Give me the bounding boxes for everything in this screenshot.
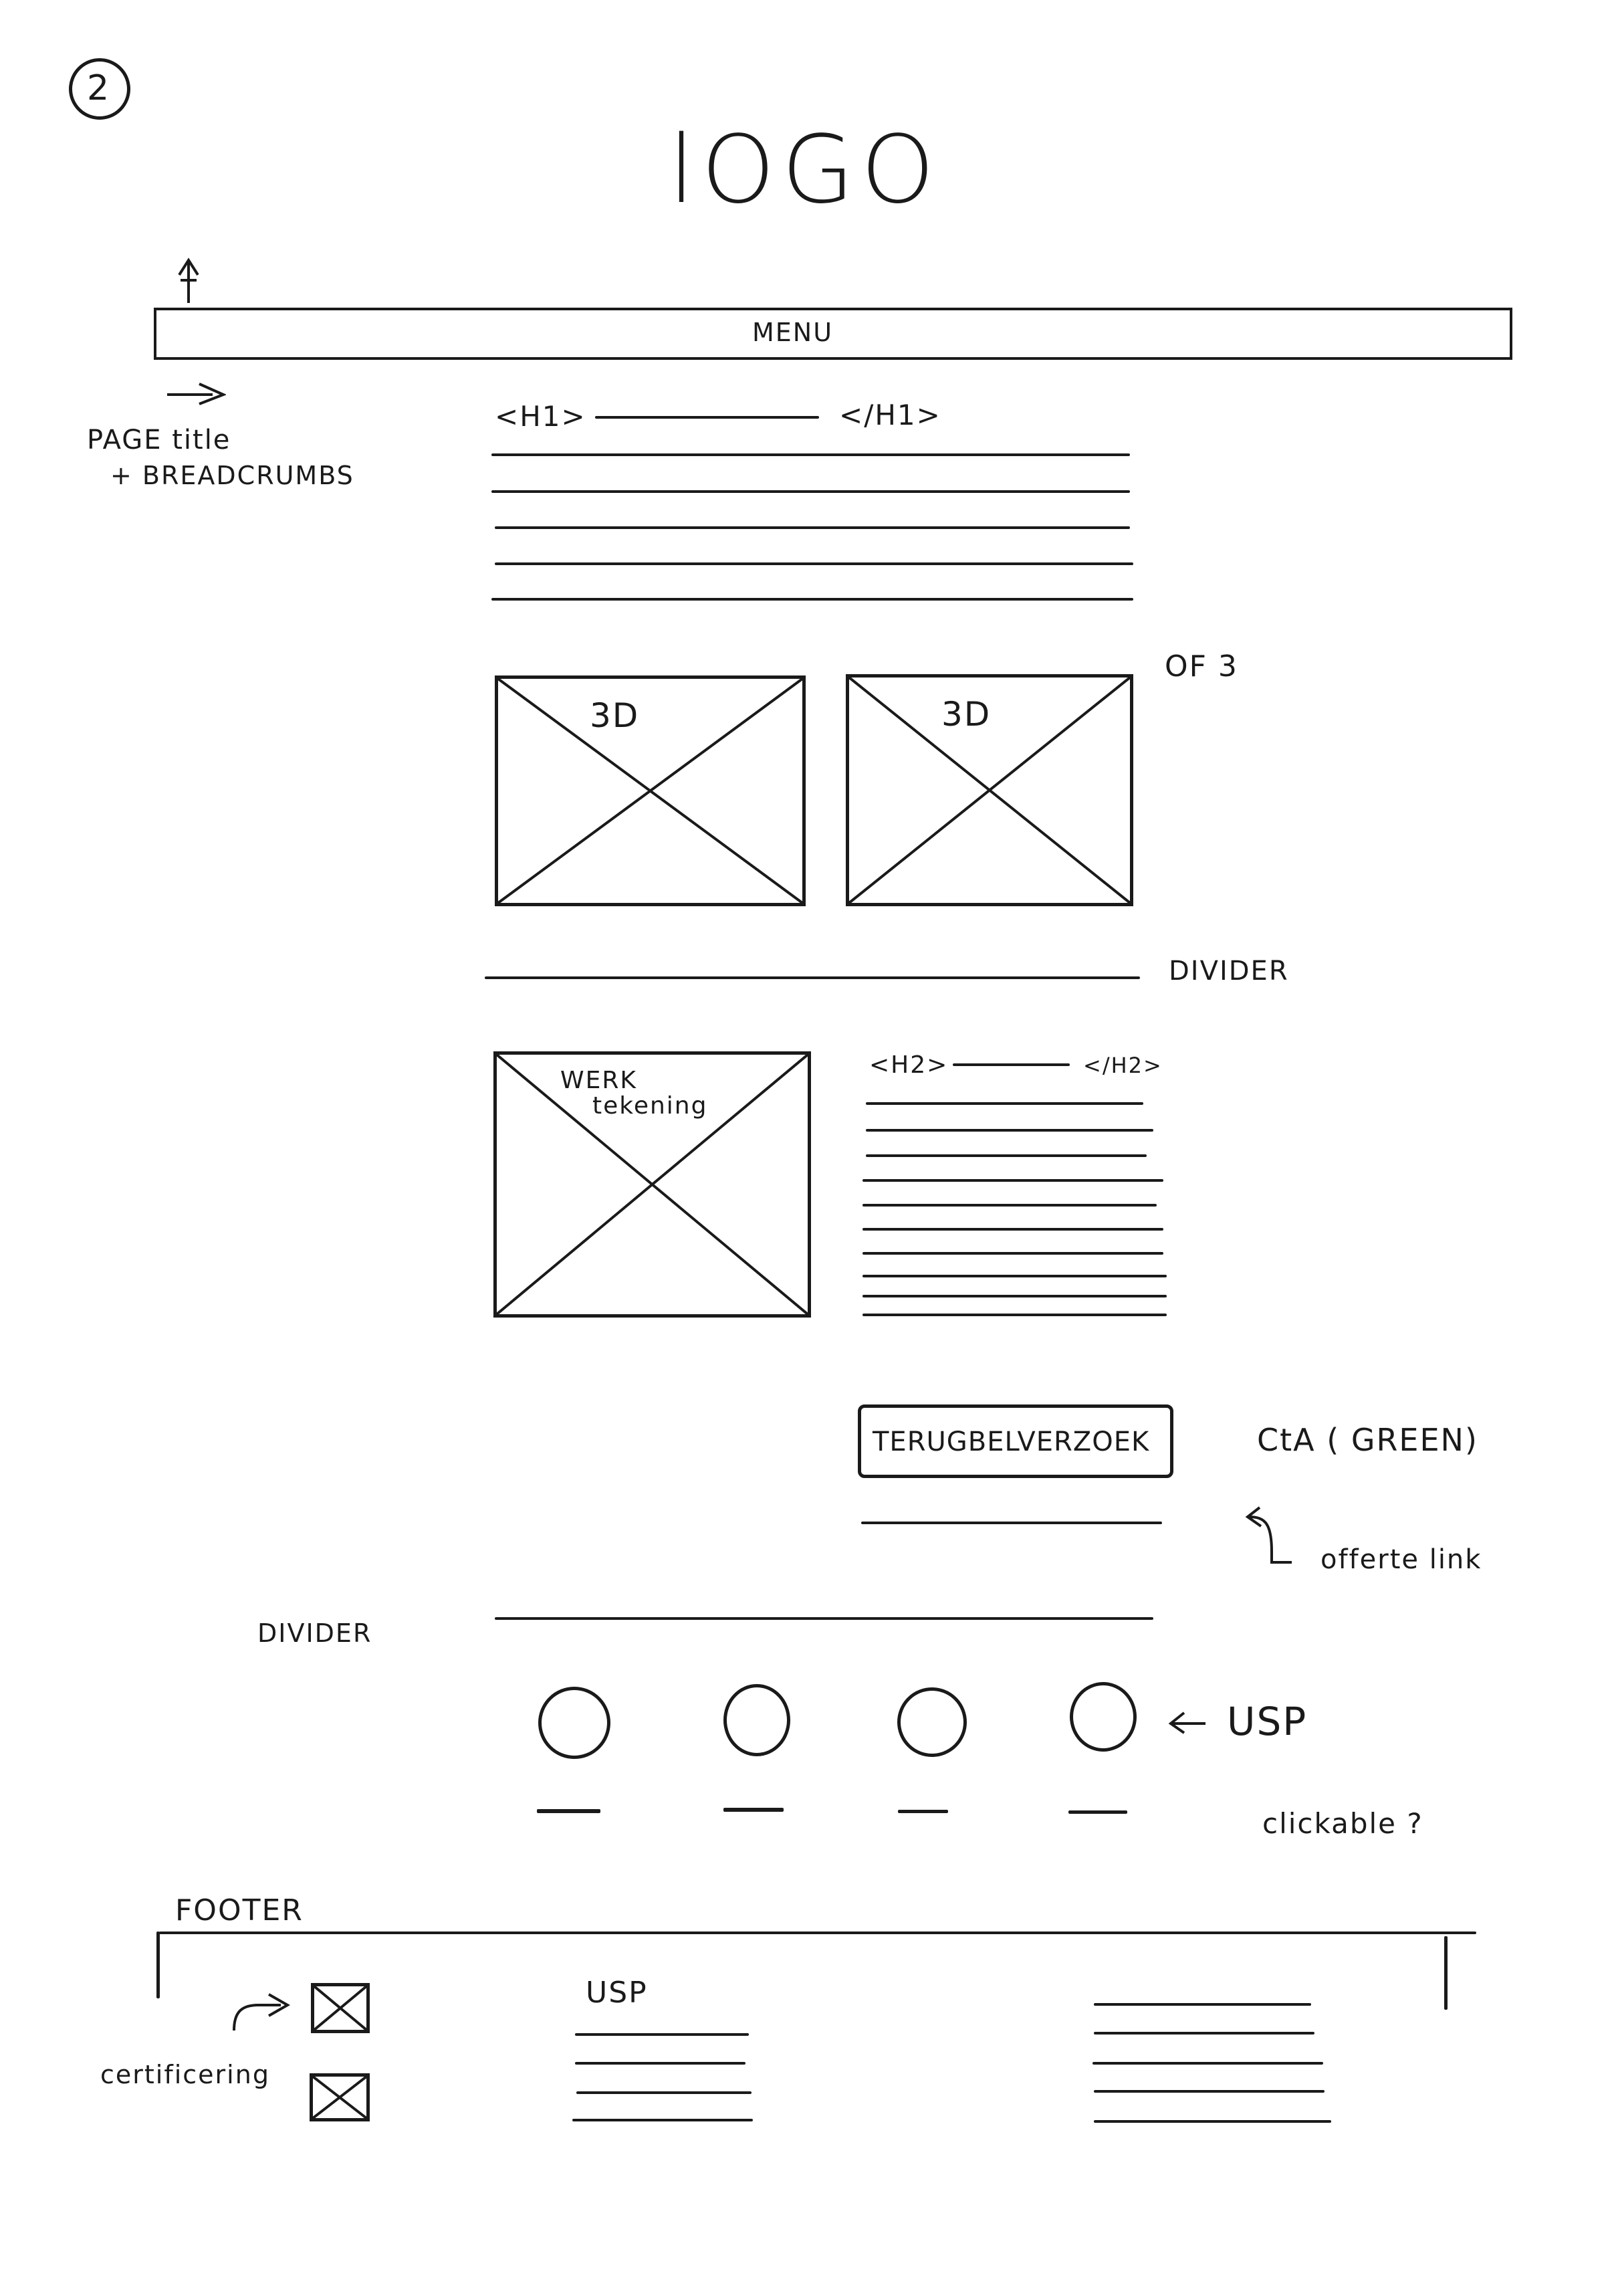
offerte-link-note: offerte link	[1320, 1544, 1482, 1575]
callback-request-label: TERUGBELVERZOEK	[873, 1427, 1150, 1457]
usp-label	[898, 1810, 948, 1813]
h1-line	[595, 416, 819, 419]
usp-label	[537, 1809, 600, 1813]
footer-link-line[interactable]	[1092, 2062, 1323, 2065]
offerte-link[interactable]	[861, 1522, 1162, 1524]
page-number: 2	[87, 68, 111, 108]
breadcrumbs-note: + BREADCRUMBS	[110, 461, 354, 490]
image-cross-icon	[313, 2077, 366, 2118]
h1-open-tag: <H1>	[495, 400, 586, 433]
certification-logo	[311, 1983, 370, 2033]
usp-label	[1068, 1810, 1127, 1814]
usp-icon[interactable]	[1070, 1682, 1137, 1752]
certificering-note: certificering	[100, 2060, 270, 2089]
clickable-note: clickable ?	[1262, 1807, 1423, 1840]
text-line	[862, 1295, 1167, 1297]
footer-top-line	[159, 1932, 1476, 1934]
footer-usp-line	[575, 2062, 745, 2065]
paragraph-line	[495, 526, 1130, 529]
cta-note: CtA ( GREEN)	[1257, 1422, 1478, 1458]
footer-link-line[interactable]	[1094, 2090, 1325, 2093]
text-line	[862, 1252, 1163, 1255]
footer-usp-line	[572, 2119, 753, 2121]
text-line	[862, 1314, 1167, 1316]
werk-label-line-2: tekening	[592, 1092, 708, 1120]
curved-arrow-icon	[1245, 1503, 1318, 1570]
footer-link-line[interactable]	[1094, 2032, 1314, 2034]
footer-left-edge	[156, 1932, 160, 1998]
image-label-3d: 3D	[590, 696, 640, 735]
left-arrow-icon	[1167, 1709, 1207, 1736]
paragraph-line	[491, 490, 1130, 493]
footer-usp-line	[576, 2091, 752, 2094]
of-three-note: OF 3	[1165, 649, 1238, 684]
right-arrow-icon	[166, 380, 226, 407]
usp-label	[723, 1808, 784, 1812]
paragraph-line	[491, 453, 1130, 456]
footer-note: FOOTER	[175, 1893, 304, 1927]
certification-logo	[310, 2073, 370, 2121]
usp-icon[interactable]	[538, 1687, 610, 1759]
h1-close-tag: </H1>	[839, 399, 941, 431]
divider	[485, 976, 1140, 979]
menu-label: MENU	[752, 318, 834, 347]
text-line	[862, 1228, 1163, 1231]
footer-right-edge	[1444, 1936, 1448, 2010]
text-line	[866, 1154, 1147, 1157]
footer-link-line[interactable]	[1094, 2003, 1311, 2006]
up-arrow-icon	[175, 257, 202, 304]
text-line	[866, 1129, 1153, 1132]
usp-icon[interactable]	[723, 1684, 790, 1756]
paragraph-line	[491, 598, 1133, 601]
footer-link-line[interactable]	[1094, 2120, 1331, 2123]
usp-note: USP	[1227, 1699, 1308, 1744]
paragraph-line	[495, 562, 1133, 565]
image-cross-icon	[314, 1986, 366, 2030]
h2-open-tag: <H2>	[869, 1051, 949, 1079]
image-label-3d: 3D	[941, 695, 992, 734]
h2-line	[953, 1063, 1070, 1066]
image-placeholder-3d	[495, 675, 806, 906]
usp-icon[interactable]	[897, 1687, 967, 1757]
divider	[495, 1617, 1153, 1620]
werk-label-line-1: WERK	[560, 1067, 637, 1094]
text-line	[866, 1102, 1143, 1105]
text-line	[862, 1204, 1157, 1207]
text-line	[862, 1179, 1163, 1182]
footer-usp-title: USP	[586, 1976, 648, 2010]
image-cross-icon	[498, 679, 802, 903]
page-title-note: PAGE title	[87, 425, 231, 455]
divider-note: DIVIDER	[1169, 956, 1289, 986]
image-placeholder-werktekening	[493, 1051, 811, 1318]
divider-note: DIVIDER	[257, 1619, 372, 1648]
logo: lOGO	[669, 116, 941, 225]
h2-close-tag: </H2>	[1083, 1053, 1163, 1078]
text-line	[862, 1275, 1167, 1277]
curved-arrow-icon	[227, 1986, 294, 2033]
footer-usp-line	[575, 2033, 749, 2036]
